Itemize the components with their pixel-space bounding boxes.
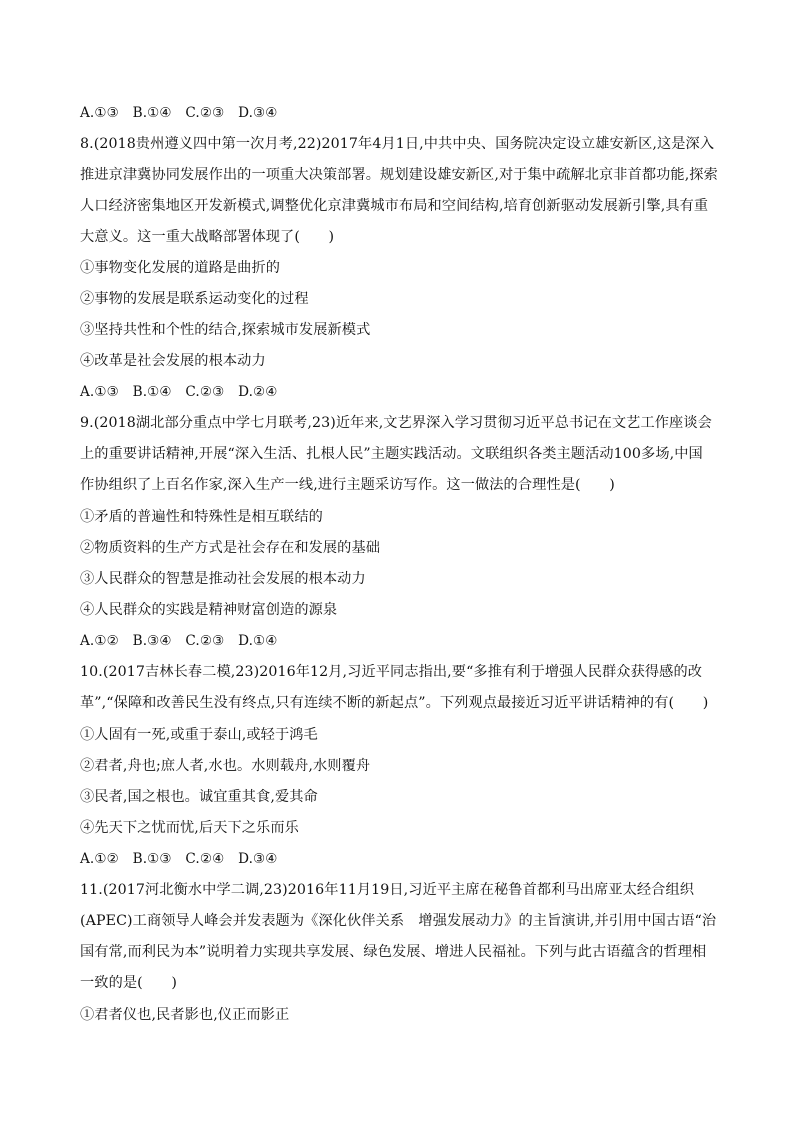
q10-statement-4: ④先天下之忧而忧,后天下之乐而乐 xyxy=(80,820,299,836)
q9-stem-line-3: 作协组织了上百名作家,深入生产一线,进行主题采访写作。这一做法的合理性是( ) xyxy=(80,477,615,493)
q8-statement-3: ③坚持共性和个性的结合,探索城市发展新模式 xyxy=(80,322,371,338)
q11-stem-line-2: (APEC)工商领导人峰会并发表题为《深化伙伴关系 增强发展动力》的主旨演讲,并引用中国古语“治 xyxy=(80,913,717,929)
q8-answer-options: A.①③ B.①④ C.②③ D.②④ xyxy=(80,384,278,400)
q9-answer-options: A.①② B.③④ C.②③ D.①④ xyxy=(80,633,278,649)
q9-statement-1: ①矛盾的普遍性和特殊性是相互联结的 xyxy=(80,509,323,525)
q7-answer-options: A.①③ B.①④ C.②③ D.③④ xyxy=(80,105,278,121)
q10-stem-line-1: 10.(2017吉林长春二模,23)2016年12月,习近平同志指出,要“多推有利于增强人民群众获得感的改 xyxy=(80,664,703,680)
q8-stem-line-4: 大意义。这一重大战略部署体现了( ) xyxy=(80,229,335,245)
q9-statement-4: ④人民群众的实践是精神财富创造的源泉 xyxy=(80,602,338,618)
q8-statement-4: ④改革是社会发展的根本动力 xyxy=(80,353,266,369)
q9-statement-3: ③人民群众的智慧是推动社会发展的根本动力 xyxy=(80,571,366,587)
q11-statement-1: ①君者仪也,民者影也,仪正而影正 xyxy=(80,1007,290,1023)
q8-statement-1: ①事物变化发展的道路是曲折的 xyxy=(80,260,281,276)
q8-stem-line-1: 8.(2018贵州遵义四中第一次月考,22)2017年4月1日,中共中央、国务院决定设立雄安新区,这是深入 xyxy=(80,136,715,152)
q10-stem-line-2: 革”,“保障和改善民生没有终点,只有连续不断的新起点”。下列观点最接近习近平讲话精神的有( ) xyxy=(80,695,709,711)
q8-stem-line-3: 人口经济密集地区开发新模式,调整优化京津冀城市布局和空间结构,培育创新驱动发展新引擎,具有重 xyxy=(80,198,709,214)
q10-statement-2: ②君者,舟也;庶人者,水也。水则载舟,水则覆舟 xyxy=(80,758,371,774)
q11-stem-line-3: 国有常,而利民为本”说明着力实现共享发展、绿色发展、增进人民福祉。下列与此古语蕴含的哲理相 xyxy=(80,944,707,960)
q10-statement-3: ③民者,国之根也。诚宜重其食,爱其命 xyxy=(80,789,318,805)
q10-statement-1: ①人固有一死,或重于泰山,或轻于鸿毛 xyxy=(80,727,318,743)
q8-statement-2: ②事物的发展是联系运动变化的过程 xyxy=(80,291,309,307)
q9-stem-line-2: 上的重要讲话精神,开展“深入生活、扎根人民”主题实践活动。文联组织各类主题活动100多场,中国 xyxy=(80,446,703,462)
q9-stem-line-1: 9.(2018湖北部分重点中学七月联考,23)近年来,文艺界深入学习贯彻习近平总书记在文艺工作座谈会 xyxy=(80,415,712,431)
q11-stem-line-4: 一致的是( ) xyxy=(80,975,177,991)
q10-answer-options: A.①② B.①③ C.②④ D.③④ xyxy=(80,851,278,867)
q11-stem-line-1: 11.(2017河北衡水中学二调,23)2016年11月19日,习近平主席在秘鲁首都利马出席亚太经合组织 xyxy=(80,882,695,898)
q9-statement-2: ②物质资料的生产方式是社会存在和发展的基础 xyxy=(80,540,381,556)
q8-stem-line-2: 推进京津冀协同发展作出的一项重大决策部署。规划建设雄安新区,对于集中疏解北京非首都功能,探索 xyxy=(80,167,718,183)
